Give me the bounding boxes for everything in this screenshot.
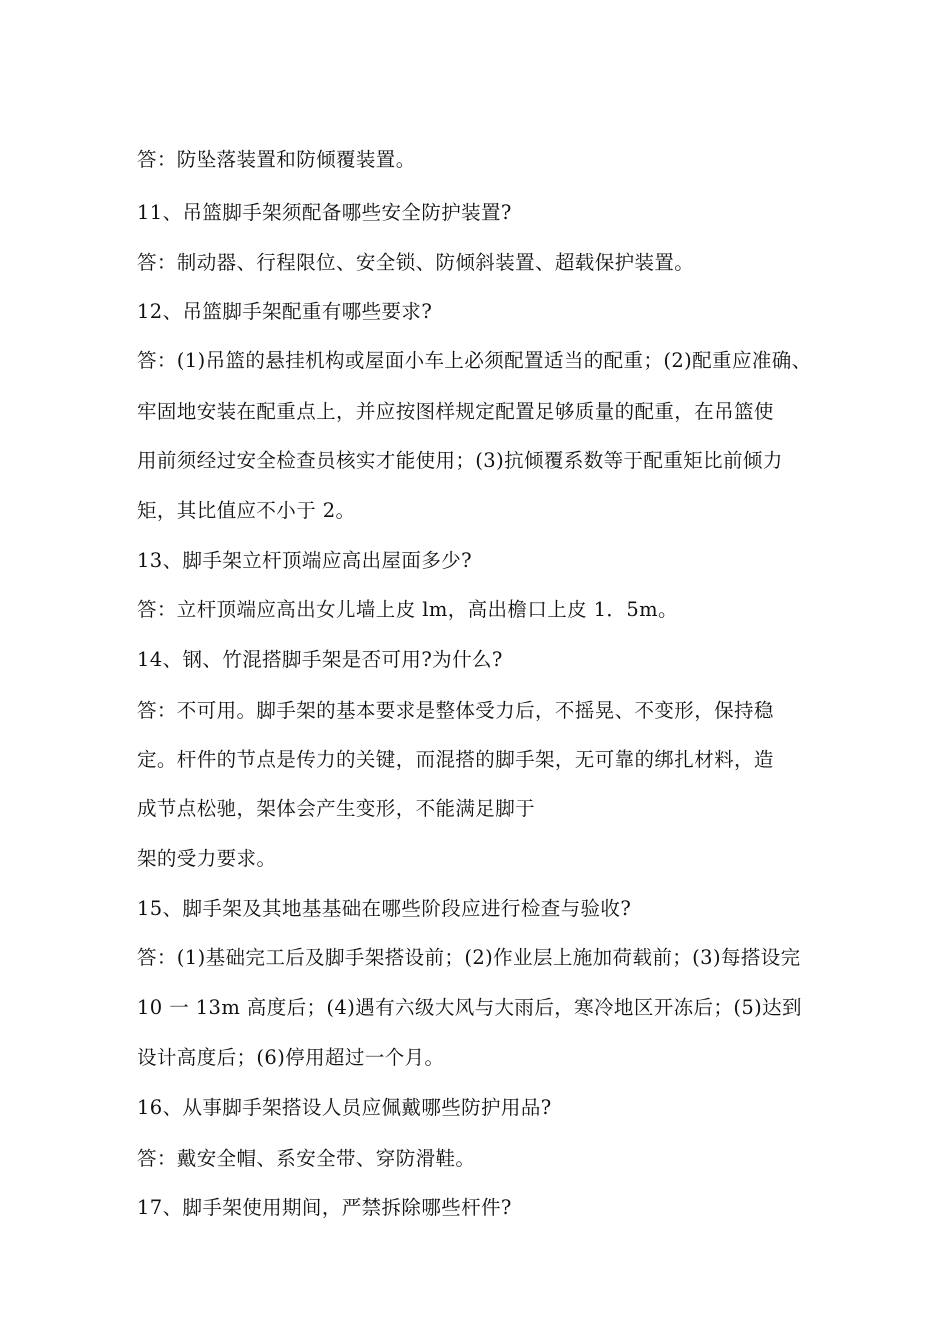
- question-13: 13、脚手架立杆顶端应高出屋面多少?: [137, 549, 472, 572]
- answer-16: 答：戴安全帽、系安全带、穿防滑鞋。: [137, 1147, 476, 1170]
- answer-15-line-3: 设计高度后；(6)停用超过一个月。: [137, 1046, 445, 1069]
- question-16: 16、从事脚手架搭设人员应佩戴哪些防护用品?: [137, 1096, 552, 1119]
- answer-12-line-1: 答：(1)吊篮的悬挂机构或屋面小车上必须配置适当的配重；(2)配重应准确、: [137, 349, 812, 372]
- answer-15-line-2: 10 一 13m 高度后；(4)遇有六级大风与大雨后，寒冷地区开冻后；(5)达到: [137, 996, 802, 1019]
- answer-14-line-4: 架的受力要求。: [137, 847, 277, 870]
- answer-15-line-1: 答：(1)基础完工后及脚手架搭设前；(2)作业层上施加荷载前；(3)每搭设完: [137, 946, 801, 969]
- answer-14-line-3: 成节点松驰，架体会产生变形，不能满足脚于: [137, 797, 536, 820]
- question-15: 15、脚手架及其地基基础在哪些阶段应进行检查与验收?: [137, 897, 632, 920]
- answer-line: 答：防坠落装置和防倾覆装置。: [137, 148, 416, 171]
- question-11: 11、吊篮脚手架须配备哪些安全防护装置?: [137, 201, 512, 224]
- question-17: 17、脚手架使用期间，严禁拆除哪些杆件?: [137, 1196, 512, 1219]
- answer-14-line-1: 答：不可用。脚手架的基本要求是整体受力后，不摇晃、不变形，保持稳: [137, 699, 774, 722]
- answer-12-line-2: 牢固地安装在配重点上，并应按图样规定配置足够质量的配重，在吊篮使: [137, 400, 774, 423]
- question-14: 14、钢、竹混搭脚手架是否可用?为什么?: [137, 648, 503, 671]
- answer-11: 答：制动器、行程限位、安全锁、防倾斜装置、超载保护装置。: [137, 251, 695, 274]
- answer-12-line-4: 矩，其比值应不小于 2。: [137, 499, 356, 522]
- answer-14-line-2: 定。杆件的节点是传力的关键，而混搭的脚手架，无可靠的绑扎材料，造: [137, 748, 774, 771]
- question-12: 12、吊篮脚手架配重有哪些要求?: [137, 300, 433, 323]
- answer-12-line-3: 用前须经过安全检查员核实才能使用；(3)抗倾覆系数等于配重矩比前倾力: [137, 449, 783, 472]
- answer-13: 答：立杆顶端应高出女儿墙上皮 lm，高出檐口上皮 1．5m。: [137, 598, 678, 621]
